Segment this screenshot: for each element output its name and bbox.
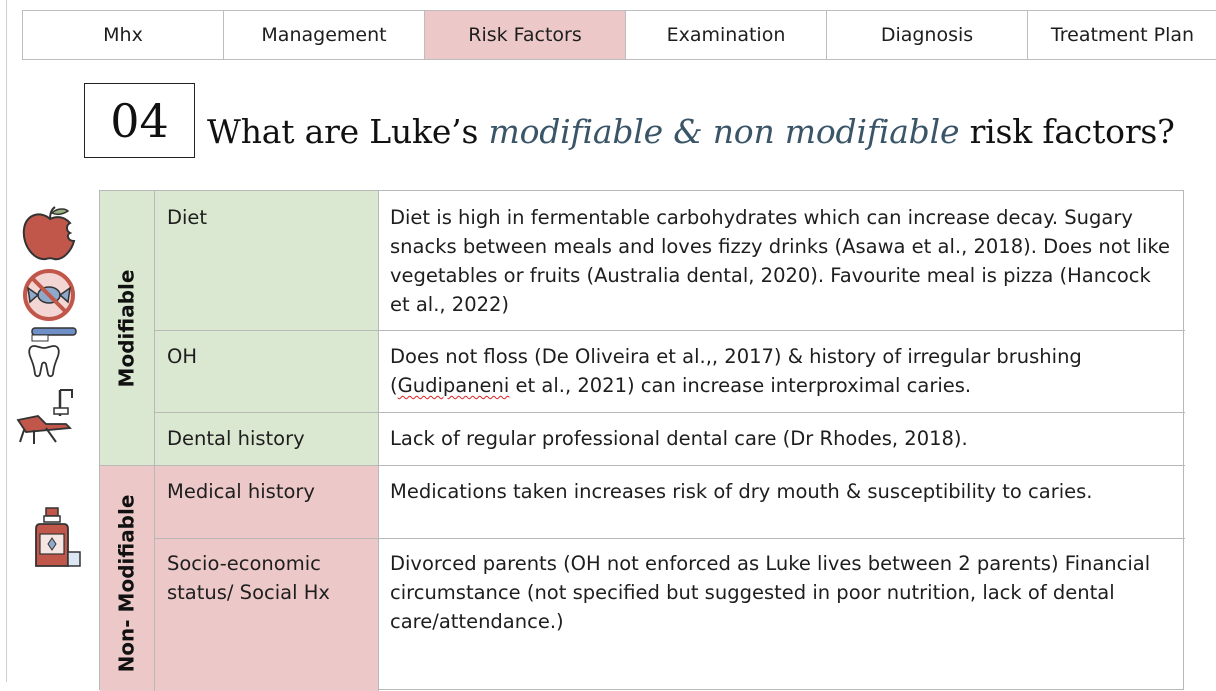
modifiable-section-label [100,191,154,465]
factor-cell [155,412,378,465]
table-divider [155,412,1185,413]
details-socio-economic: Divorced parents (OH not enforced as Luke lives between 2 parents) Financial circumstance (not specified but suggested in poor nutrition, lack of dental care/attendance.) [390,552,1151,633]
section-number [84,83,195,158]
apple-icon [20,205,80,263]
details-cell [379,465,1185,538]
tab-management[interactable] [224,11,425,59]
no-candy-icon [22,268,76,322]
factor-cell [155,538,378,691]
details-cell [379,538,1185,691]
table-divider [378,191,379,691]
factor-oh: OH [167,345,198,368]
tab-label: Treatment Plan [1050,24,1195,46]
tab-bar [22,10,1216,60]
factor-dental-history: Dental history [167,427,305,450]
modifiable-label: Modifiable [114,269,139,387]
details-cell [379,412,1185,465]
factor-cell [155,465,378,538]
title-suffix: risk factors? [959,112,1175,151]
spellcheck-flagged-word: Gudipaneni [397,374,510,397]
factor-socio-economic: Socio-economic status/ Social Hx [167,552,330,604]
non-modifiable-label: Non- Modifiable [114,494,139,672]
factor-cell [155,191,378,330]
title-highlight: modifiable & non modifiable [488,112,960,151]
table-divider [154,191,155,691]
tab-diagnosis[interactable] [827,11,1028,59]
tab-label: Examination [666,24,786,46]
section-number-text: 04 [110,93,169,148]
mouthwash-icon [34,506,84,570]
table-divider [155,330,1185,331]
tab-label: Diagnosis [880,24,974,46]
factor-cell [155,330,378,412]
title-prefix: What are Luke’s [207,112,489,151]
details-diet: Diet is high in fermentable carbohydrates which can increase decay. Sugary snacks between meals and loves fizzy drinks (Asawa et al., 2018). Does not like vegetables or fruits (Australia dental, 2020). Favourite meal is pizza (Hancock et al., 2022) [390,206,1170,316]
tab-label: Management [261,24,387,46]
details-medical-history: Medications taken increases risk of dry mouth & susceptibility to caries. [390,480,1093,503]
details-cell [379,191,1185,330]
tab-label: Mhx [103,24,143,46]
factor-diet: Diet [167,206,208,229]
toothbrush-tooth-icon [24,324,80,380]
tab-treatment-plan[interactable] [1028,11,1216,59]
details-oh-part1: Does not floss (De Oliveira et al.,, 2017) & history of irregular brushing ( [390,345,1082,397]
tab-mhx[interactable] [23,11,224,59]
table-divider [100,465,1185,466]
risk-factors-table [99,190,1184,690]
tab-examination[interactable] [626,11,827,59]
factor-medical-history: Medical history [167,480,315,503]
table-divider [155,538,1185,539]
non-modifiable-section-label [100,465,154,691]
tab-risk-factors[interactable] [425,11,626,59]
tab-label: Risk Factors [468,24,582,46]
details-cell [379,330,1185,412]
details-oh-part2: et al., 2021) can increase interproximal caries. [509,374,972,397]
page-title [207,112,1175,151]
details-dental-history: Lack of regular professional dental care (Dr Rhodes, 2018). [390,427,968,450]
page-frame-line [6,0,7,682]
dental-chair-icon [16,386,82,446]
